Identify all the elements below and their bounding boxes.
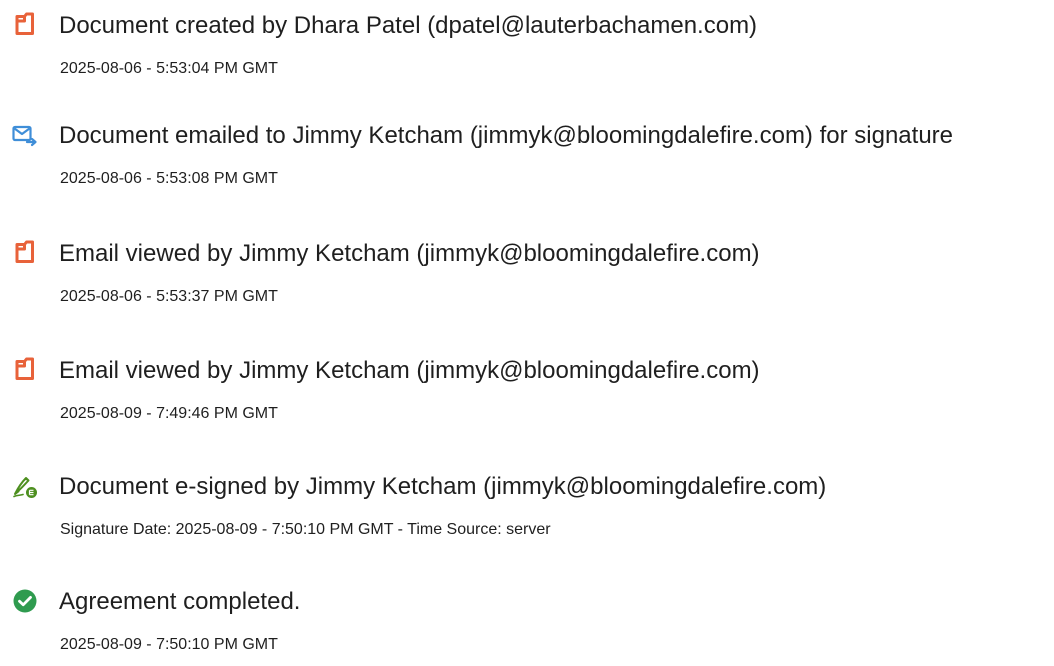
event-title: Email viewed by Jimmy Ketcham (jimmyk@bloomingdalefire.com) bbox=[59, 240, 760, 267]
audit-event-email-viewed bbox=[0, 345, 1054, 435]
event-timestamp: 2025-08-09 - 7:49:46 PM GMT bbox=[60, 405, 278, 422]
event-timestamp: 2025-08-06 - 5:53:04 PM GMT bbox=[60, 60, 278, 77]
audit-event-email-viewed bbox=[0, 228, 1054, 318]
event-title: Document e-signed by Jimmy Ketcham (jimmyk@bloomingdalefire.com) bbox=[59, 473, 827, 500]
event-timestamp: 2025-08-06 - 5:53:37 PM GMT bbox=[60, 288, 278, 305]
event-title: Agreement completed. bbox=[59, 588, 301, 615]
email-sent-icon bbox=[12, 122, 38, 148]
document-viewed-icon bbox=[12, 240, 38, 266]
document-created-icon bbox=[12, 12, 38, 38]
document-viewed-icon bbox=[12, 357, 38, 383]
audit-event-document-emailed bbox=[0, 110, 1054, 200]
audit-event-document-signed bbox=[0, 461, 1054, 551]
event-timestamp: 2025-08-09 - 7:50:10 PM GMT bbox=[60, 636, 278, 653]
event-title: Email viewed by Jimmy Ketcham (jimmyk@bloomingdalefire.com) bbox=[59, 357, 760, 384]
e-sign-icon bbox=[12, 473, 38, 499]
event-title: Document emailed to Jimmy Ketcham (jimmyk@bloomingdalefire.com) for signature bbox=[59, 122, 953, 149]
audit-event-document-created bbox=[0, 0, 1054, 90]
check-circle-icon bbox=[12, 588, 38, 614]
event-timestamp: 2025-08-06 - 5:53:08 PM GMT bbox=[60, 170, 278, 187]
event-timestamp: Signature Date: 2025-08-09 - 7:50:10 PM GMT - Time Source: server bbox=[60, 521, 551, 538]
event-title: Document created by Dhara Patel (dpatel@lauterbachamen.com) bbox=[59, 12, 758, 39]
audit-event-agreement-completed bbox=[0, 576, 1054, 666]
